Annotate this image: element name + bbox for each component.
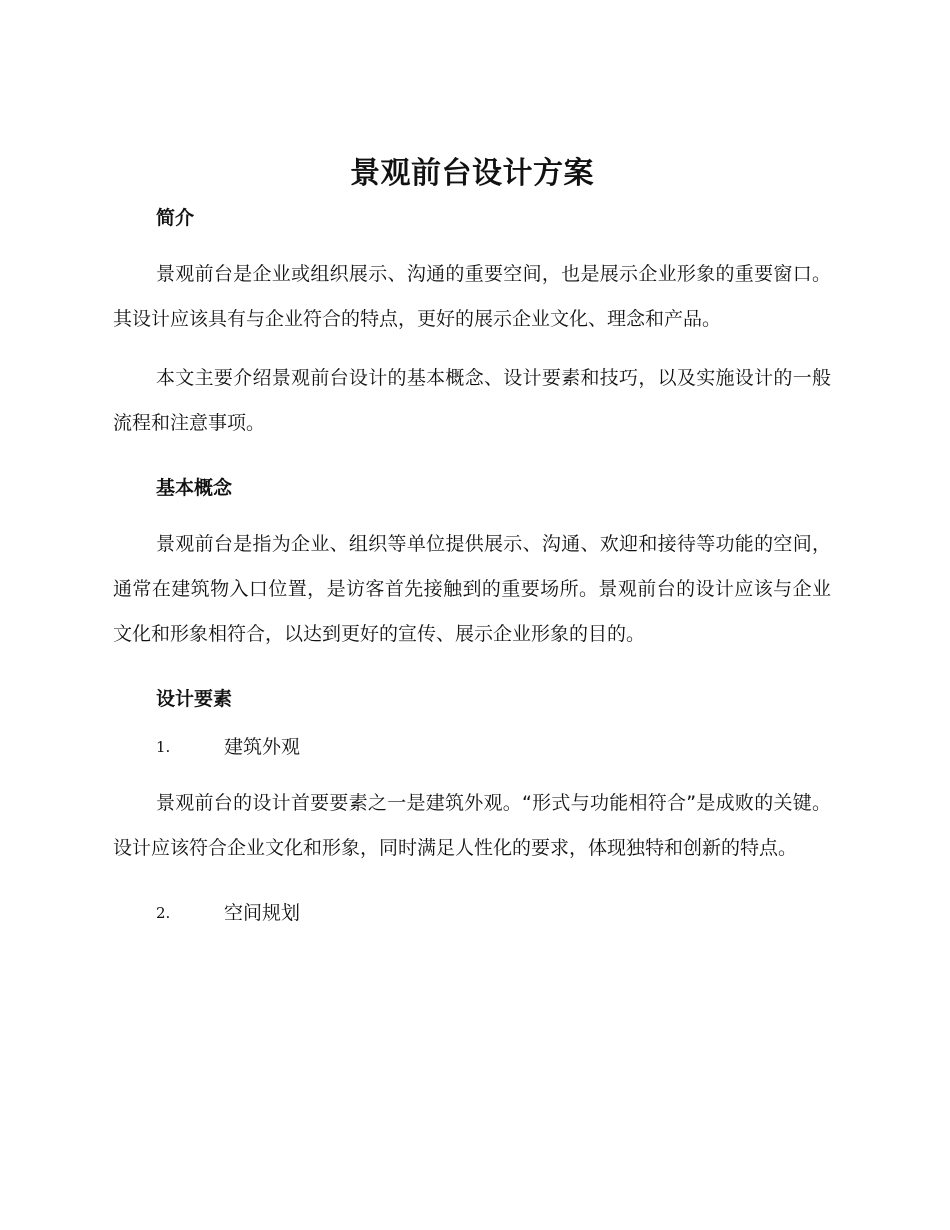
list-label: 建筑外观 <box>224 736 301 758</box>
list-label: 空间规划 <box>224 902 301 924</box>
concept-paragraph-1: 景观前台是指为企业、组织等单位提供展示、沟通、欢迎和接待等功能的空间，通常在建筑物入口位置，是访客首先接触到的重要场所。景观前台的设计应该与企业文化和形象相符合，以达到更好的宣传、展示企业形象的目的。 <box>113 533 831 645</box>
elements-paragraph-exterior: 景观前台的设计首要要素之一是建筑外观。“形式与功能相符合”是成败的关键。设计应该符合企业文化和形象，同时满足人性化的要求，体现独特和创新的特点。 <box>113 792 831 859</box>
section-heading-intro: 简介 <box>156 207 195 229</box>
document-content <box>113 150 831 927</box>
document-title: 景观前台设计方案 <box>350 156 594 191</box>
section-heading-concept: 基本概念 <box>156 477 233 499</box>
list-number: 1. <box>156 738 171 756</box>
intro-paragraph-2: 本文主要介绍景观前台设计的基本概念、设计要素和技巧，以及实施设计的一般流程和注意事项。 <box>113 367 831 434</box>
intro-paragraph-1: 景观前台是企业或组织展示、沟通的重要空间，也是展示企业形象的重要窗口。其设计应该具有与企业符合的特点，更好的展示企业文化、理念和产品。 <box>113 263 831 330</box>
list-item-space-planning <box>113 899 831 927</box>
list-item-building-exterior <box>113 733 831 761</box>
list-number: 2. <box>156 904 171 922</box>
section-heading-elements: 设计要素 <box>156 688 233 710</box>
